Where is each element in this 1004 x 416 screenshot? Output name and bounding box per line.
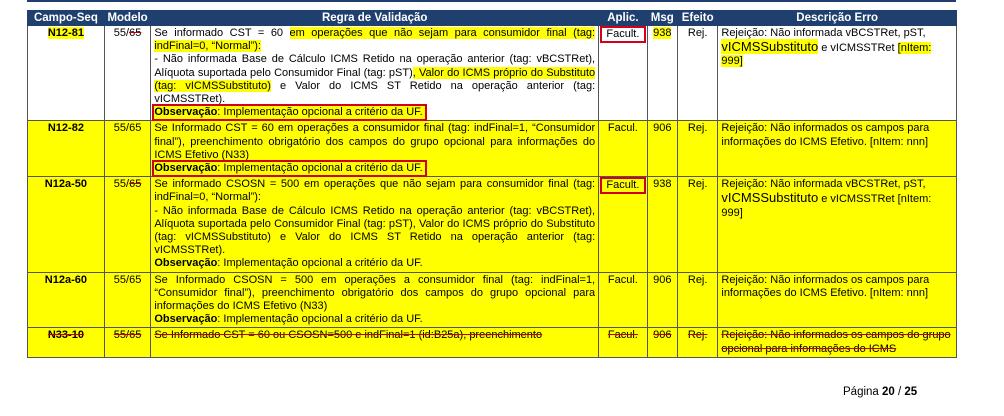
desc-text: e vICMSSTRet <box>818 42 898 55</box>
modelo-struck-text: 65 <box>129 178 142 191</box>
rule-text: Se informado CSOSN = 500 em operações que não sejam para consumidor final (tag: indFinal=0, “Normal”): <box>154 178 596 204</box>
rule-text: Se Informado CST = 60 ou CSOSN=500 e indFinal=1 (id:B25a), preenchimento <box>154 329 543 342</box>
efeito-text: Rej. <box>687 329 708 342</box>
desc-text-large: vICMSSubstituto <box>721 190 819 206</box>
cell-rule <box>151 272 599 328</box>
table-header-row <box>28 11 957 26</box>
msg-text: 938 <box>653 27 672 39</box>
header-msg: Msg <box>647 11 677 26</box>
obs-text: : Implementação opcional a critério da UF. <box>217 313 423 326</box>
cell-modelo: 55/65 <box>104 121 151 177</box>
desc-text-highlight: vICMSSubstituto <box>721 39 819 55</box>
aplic-annotated: Facult. <box>600 177 646 194</box>
desc-text: Rejeição: Não informada vBCSTRet, pST, <box>721 27 926 39</box>
cell-desc: Rejeição: Não informados os campos para informações do ICMS Efetivo. [nItem: nnn] <box>718 272 957 328</box>
obs-label: Observação <box>154 313 218 326</box>
desc-text-highlight: [nItem: 999] <box>721 42 932 68</box>
header-descricao: Descrição Erro <box>718 11 957 26</box>
rule-text: Se informado CST = 60 <box>154 27 290 39</box>
cell-msg <box>647 26 677 121</box>
obs-label: Observação <box>154 162 218 175</box>
cell-desc <box>718 328 957 357</box>
cell-code <box>28 328 105 357</box>
validation-rules-table <box>27 10 957 358</box>
table-row <box>28 26 957 121</box>
cell-efeito: Rej. <box>677 177 717 272</box>
msg-text: 906 <box>653 329 672 342</box>
cell-msg: 938 <box>647 177 677 272</box>
aplic-annotated: Facult. <box>600 26 646 43</box>
cell-msg: 906 <box>647 121 677 177</box>
page-number <box>843 386 917 398</box>
rule-text: Se Informado CST = 60 em operações a consumidor final (tag: indFinal=1, “Consumidor final”), preenchimento obrigatório dos campos do grupo opcional para informações do ICMS Efetivo (N33) <box>154 122 596 161</box>
rule-text: Se Informado CSOSN = 500 em operações a consumidor final (tag: indFinal=1, “Consumidor final”), preenchimento obrigatório dos campos do grupo opcional para informações do ICMS Efetivo (N33) <box>154 273 596 313</box>
cell-efeito <box>677 328 717 357</box>
table-row-struck <box>28 328 957 357</box>
rule-text: - Não informada Base de Cálculo ICMS Retido na operação anterior (tag: vBCSTRet), Alíquota suportada pelo Consumidor Final (tag: pST) <box>154 53 596 79</box>
cell-rule <box>151 177 599 272</box>
observation-annotated <box>154 106 424 119</box>
cell-modelo <box>104 177 151 272</box>
desc-text: e vICMSSTRet [nItem: 999] <box>721 193 932 219</box>
table-row <box>28 121 957 177</box>
modelo-text: 55/65 <box>113 329 142 342</box>
cell-desc <box>718 177 957 272</box>
cell-code: N12-82 <box>28 121 105 177</box>
desc-text: Rejeição: Não informados os campos do grupo opcional para informações do ICMS <box>721 329 951 355</box>
cell-desc: Rejeição: Não informados os campos para informações do ICMS Efetivo. [nItem: nnn] <box>718 121 957 177</box>
cell-aplic <box>599 26 648 121</box>
header-regra: Regra de Validação <box>151 11 599 26</box>
cell-efeito: Rej. <box>677 26 717 121</box>
cell-modelo: 55/65 <box>104 272 151 328</box>
cell-efeito: Rej. <box>677 272 717 328</box>
obs-text: : Implementação opcional a critério da UF. <box>217 162 423 175</box>
aplic-text: Facul. <box>607 329 638 342</box>
cell-aplic <box>599 177 648 272</box>
header-aplic: Aplic. <box>599 11 648 26</box>
rule-text: e Valor do ICMS ST Retido na operação anterior (tag: vICMSSTRet). <box>154 79 596 106</box>
cell-aplic <box>599 328 648 357</box>
cell-msg <box>647 328 677 357</box>
cell-rule <box>151 26 599 121</box>
rule-text-highlight: , Valor do ICMS próprio do Substituto (tag: vICMSSubstituto) <box>154 66 596 92</box>
cell-code: N12a-50 <box>28 177 105 272</box>
header-campo-seq: Campo-Seq <box>28 11 105 26</box>
page-sep: / <box>894 386 905 398</box>
page-total: 25 <box>904 386 918 398</box>
obs-label: Observação <box>154 257 218 270</box>
obs-text: : Implementação opcional a critério da UF. <box>217 257 423 270</box>
header-modelo: Modelo <box>104 11 151 26</box>
code-text: N12-81 <box>47 27 84 39</box>
top-rule <box>27 0 956 2</box>
cell-rule <box>151 328 599 357</box>
cell-aplic: Facul. <box>599 121 648 177</box>
cell-code <box>28 26 105 121</box>
table-row <box>28 272 957 328</box>
cell-rule <box>151 121 599 177</box>
cell-code: N12a-60 <box>28 272 105 328</box>
page-current: 20 <box>882 386 895 398</box>
modelo-text: 55/ <box>113 27 130 39</box>
rule-text-highlight: em operações que não sejam para consumidor final (tag: indFinal=0, “Normal”): <box>154 27 596 53</box>
cell-modelo <box>104 26 151 121</box>
cell-aplic: Facul. <box>599 272 648 328</box>
modelo-text: 55/ <box>113 178 130 191</box>
desc-text: Rejeição: Não informada vBCSTRet, pST, <box>721 178 926 191</box>
cell-efeito: Rej. <box>677 121 717 177</box>
rule-text: - Não informada Base de Cálculo ICMS Retido na operação anterior (tag: vBCSTRet), Alíquota suportada pelo Consumidor Final (tag: pST), Valor do ICMS próprio do Substituto (tag: vICMSSubstituto) e Valor do ICMS ST Retido na operação anterior (tag: vICMSSTRet). <box>154 204 596 257</box>
header-efeito: Efeito <box>677 11 717 26</box>
modelo-struck-text: 65 <box>129 27 142 39</box>
code-text: N33-10 <box>47 329 84 342</box>
obs-text: : Implementação opcional a critério da UF. <box>217 106 423 119</box>
cell-modelo <box>104 328 151 357</box>
observation-annotated <box>154 162 424 175</box>
cell-desc <box>718 26 957 121</box>
table-row <box>28 177 957 272</box>
obs-label: Observação <box>154 106 218 119</box>
page-label: Página <box>843 386 883 398</box>
cell-msg: 906 <box>647 272 677 328</box>
